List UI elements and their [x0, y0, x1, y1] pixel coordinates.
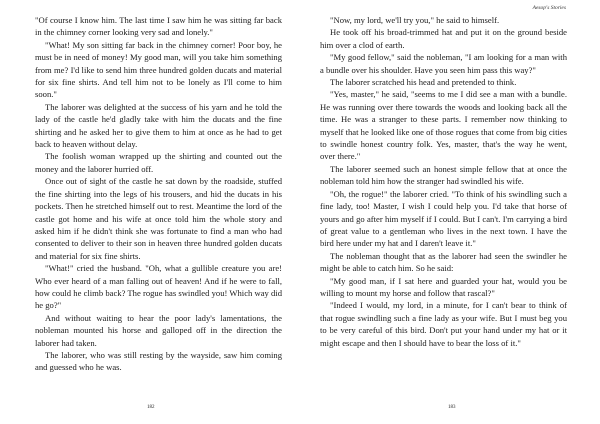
paragraph: The nobleman thought that as the laborer had seen the swindler he might be able to catch him. So he said: [320, 250, 567, 274]
running-header: Aesop's Stories [532, 5, 566, 11]
right-page-text [320, 14, 567, 349]
right-page [300, 0, 600, 424]
left-page-text [35, 14, 282, 374]
paragraph: "Oh, the rogue!" the laborer cried. "To think of his swindling such a fine lady, too! Master, I wish I could help you. I'd take that horse of yours and go after him myself if I could. But I can't. I'm carrying a bird of great value to a gentleman who lives in the next town. I have the bird here under my hat and I daren't leave it." [320, 188, 567, 249]
paragraph: The laborer, who was still resting by the wayside, saw him coming and guessed who he was. [35, 349, 282, 373]
paragraph: "Of course I know him. The last time I saw him he was sitting far back in the chimney corner looking very sad and lonely." [35, 15, 282, 38]
paragraph: The laborer was delighted at the success of his yarn and he told the lady of the castle he'd gladly take with him the ducats and the fine shirting and he asked her to give them to him at once as he had to get back to heaven without delay. [35, 101, 282, 150]
left-page-number: 182 [147, 405, 155, 410]
paragraph: Once out of sight of the castle he sat down by the roadside, stuffed the fine shirting into the legs of his trousers, and hid the ducats in his pockets. Then he stretched himself out to rest. Meantime the lord of the castle got home and his wife at once told him the whole story and asked him if he didn't think she was fortunate to find a man who had consented to deliver to their son in heaven three hundred golden ducats and material for six fine shirts. [35, 176, 282, 261]
paragraph: "Now, my lord, we'll try you," he said to himself. [330, 15, 500, 25]
paragraph: And without waiting to hear the poor lady's lamentations, the nobleman mounted his horse and galloped off in the direction the laborer had taken. [35, 312, 282, 348]
paragraph: The laborer seemed such an honest simple fellow that at once the nobleman told him how the stranger had swindled his wife. [320, 163, 567, 187]
paragraph: "What!" cried the husband. "Oh, what a gullible creature you are! Who ever heard of a man falling out of heaven! And if he were to fall, how could he climb back? The rogue has swindled you! Which way did he go?" [35, 263, 282, 311]
paragraph: "Indeed I would, my lord, in a minute, for I can't bear to think of that rogue swindling such a fine lady as your wife. But I must beg you to be very careful of this bird. Don't put your hand under my hat or it might escape and then I should have to bear the loss of it." [320, 300, 567, 348]
right-page-number: 183 [448, 405, 456, 410]
paragraph: "My good man, if I sat here and guarded your hat, would you be willing to mount my horse and follow that rascal?" [320, 275, 567, 298]
paragraph: The laborer scratched his head and pretended to think. [330, 77, 517, 88]
paragraph: "My good fellow," said the nobleman, "I am looking for a man with a bundle over his shoulder. Have you seen him pass this way?" [320, 52, 567, 75]
paragraph: "Yes, master," he said, "seems to me I did see a man with a bundle. He was running over there towards the woods and looking back all the time. He was a stranger to these parts. I remember now thinking to myself that he looked like one of those rogues that come from big cities to swindle honest country folk. Yes, master, that's the way he went, over there." [320, 89, 567, 162]
paragraph: He took off his broad-trimmed hat and put it on the ground beside him over a clod of earth. [320, 27, 567, 50]
paragraph: "What! My son sitting far back in the chimney corner! Poor boy, he must be in need of money! My good man, will you take him something from me? I'd like to send him three hundred golden ducats and material for six fine shirts. And tell him not to be lonely as I'll come to him soon." [35, 39, 282, 100]
paragraph: The foolish woman wrapped up the shirting and counted out the money and the laborer hurried off. [35, 151, 282, 174]
